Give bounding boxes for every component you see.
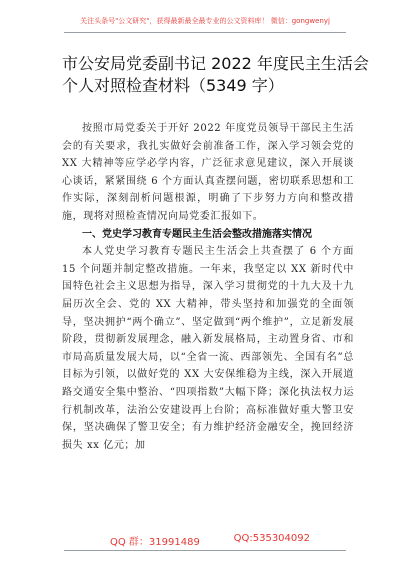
footer-contacts [110,533,310,549]
footer-divider [64,550,346,551]
title-line-1: 市公安局党委副书记 2022 年度民主生活会 [62,54,369,73]
header-banner-text: 关注头条号"公文研究"，获得最新最全最专业的公文资料库！ 微信：gongwenyj [80,17,330,25]
section-paragraph: 本人党史学习教育专题民主生活会上共查摆了 6 个方面 15 个问题并制定整改措施。一年来，我坚定以 XX 新时代中国特色社会主义思想为指导，深入学习贯彻党的十九大及十九届历次全会、党的 XX 大精神，带头坚持和加强党的全面领导，坚决拥护“两个确立”、坚定做到“两个维护”，立足新发展阶段，贯彻新发展理念，融入新发展格局，主动置身省、市和市局高质量发展大局，以“全省一流、西部领先、全国有名”总目标为引领，以做好党的 XX 大安保维稳为主线，深入开展道路交通安全集中整治、“四项指数”大幅下降；深化执法权力运行机制改革，法治公安建设再上台阶；高标准做好重大警卫安保，坚决确保了警卫安全；有力维护经济金融安全，挽回经济损失 xx 亿元；加 [62,246,354,451]
footer-qq: QQ:535304092 [233,533,310,544]
header-banner [64,10,346,33]
footer-qq-group: QQ 群：31991489 [110,537,200,548]
document-title [62,53,369,97]
intro-paragraph: 按照市局党委关于开好 2022 年度党员领导干部民主生活会的有关要求，我扎实做好会前准备工作，深入学习领会党的 XX 大精神等应学必学内容，广泛征求意见建议，深入开展谈心谈话，紧紧围绕 6 个方面认真查摆问题，密切联系思想和工作实际，深刻剖析问题根源，明确了下步努力方向和整改措施，现将对照检查情况向局党委汇报如下。 [62,123,354,222]
document-body [62,120,354,454]
section-heading: 一、党史学习教育专题民主生活会整改措施落实情况 [82,228,312,240]
title-line-2: 个人对照检查材料（5349 字） [62,76,284,95]
